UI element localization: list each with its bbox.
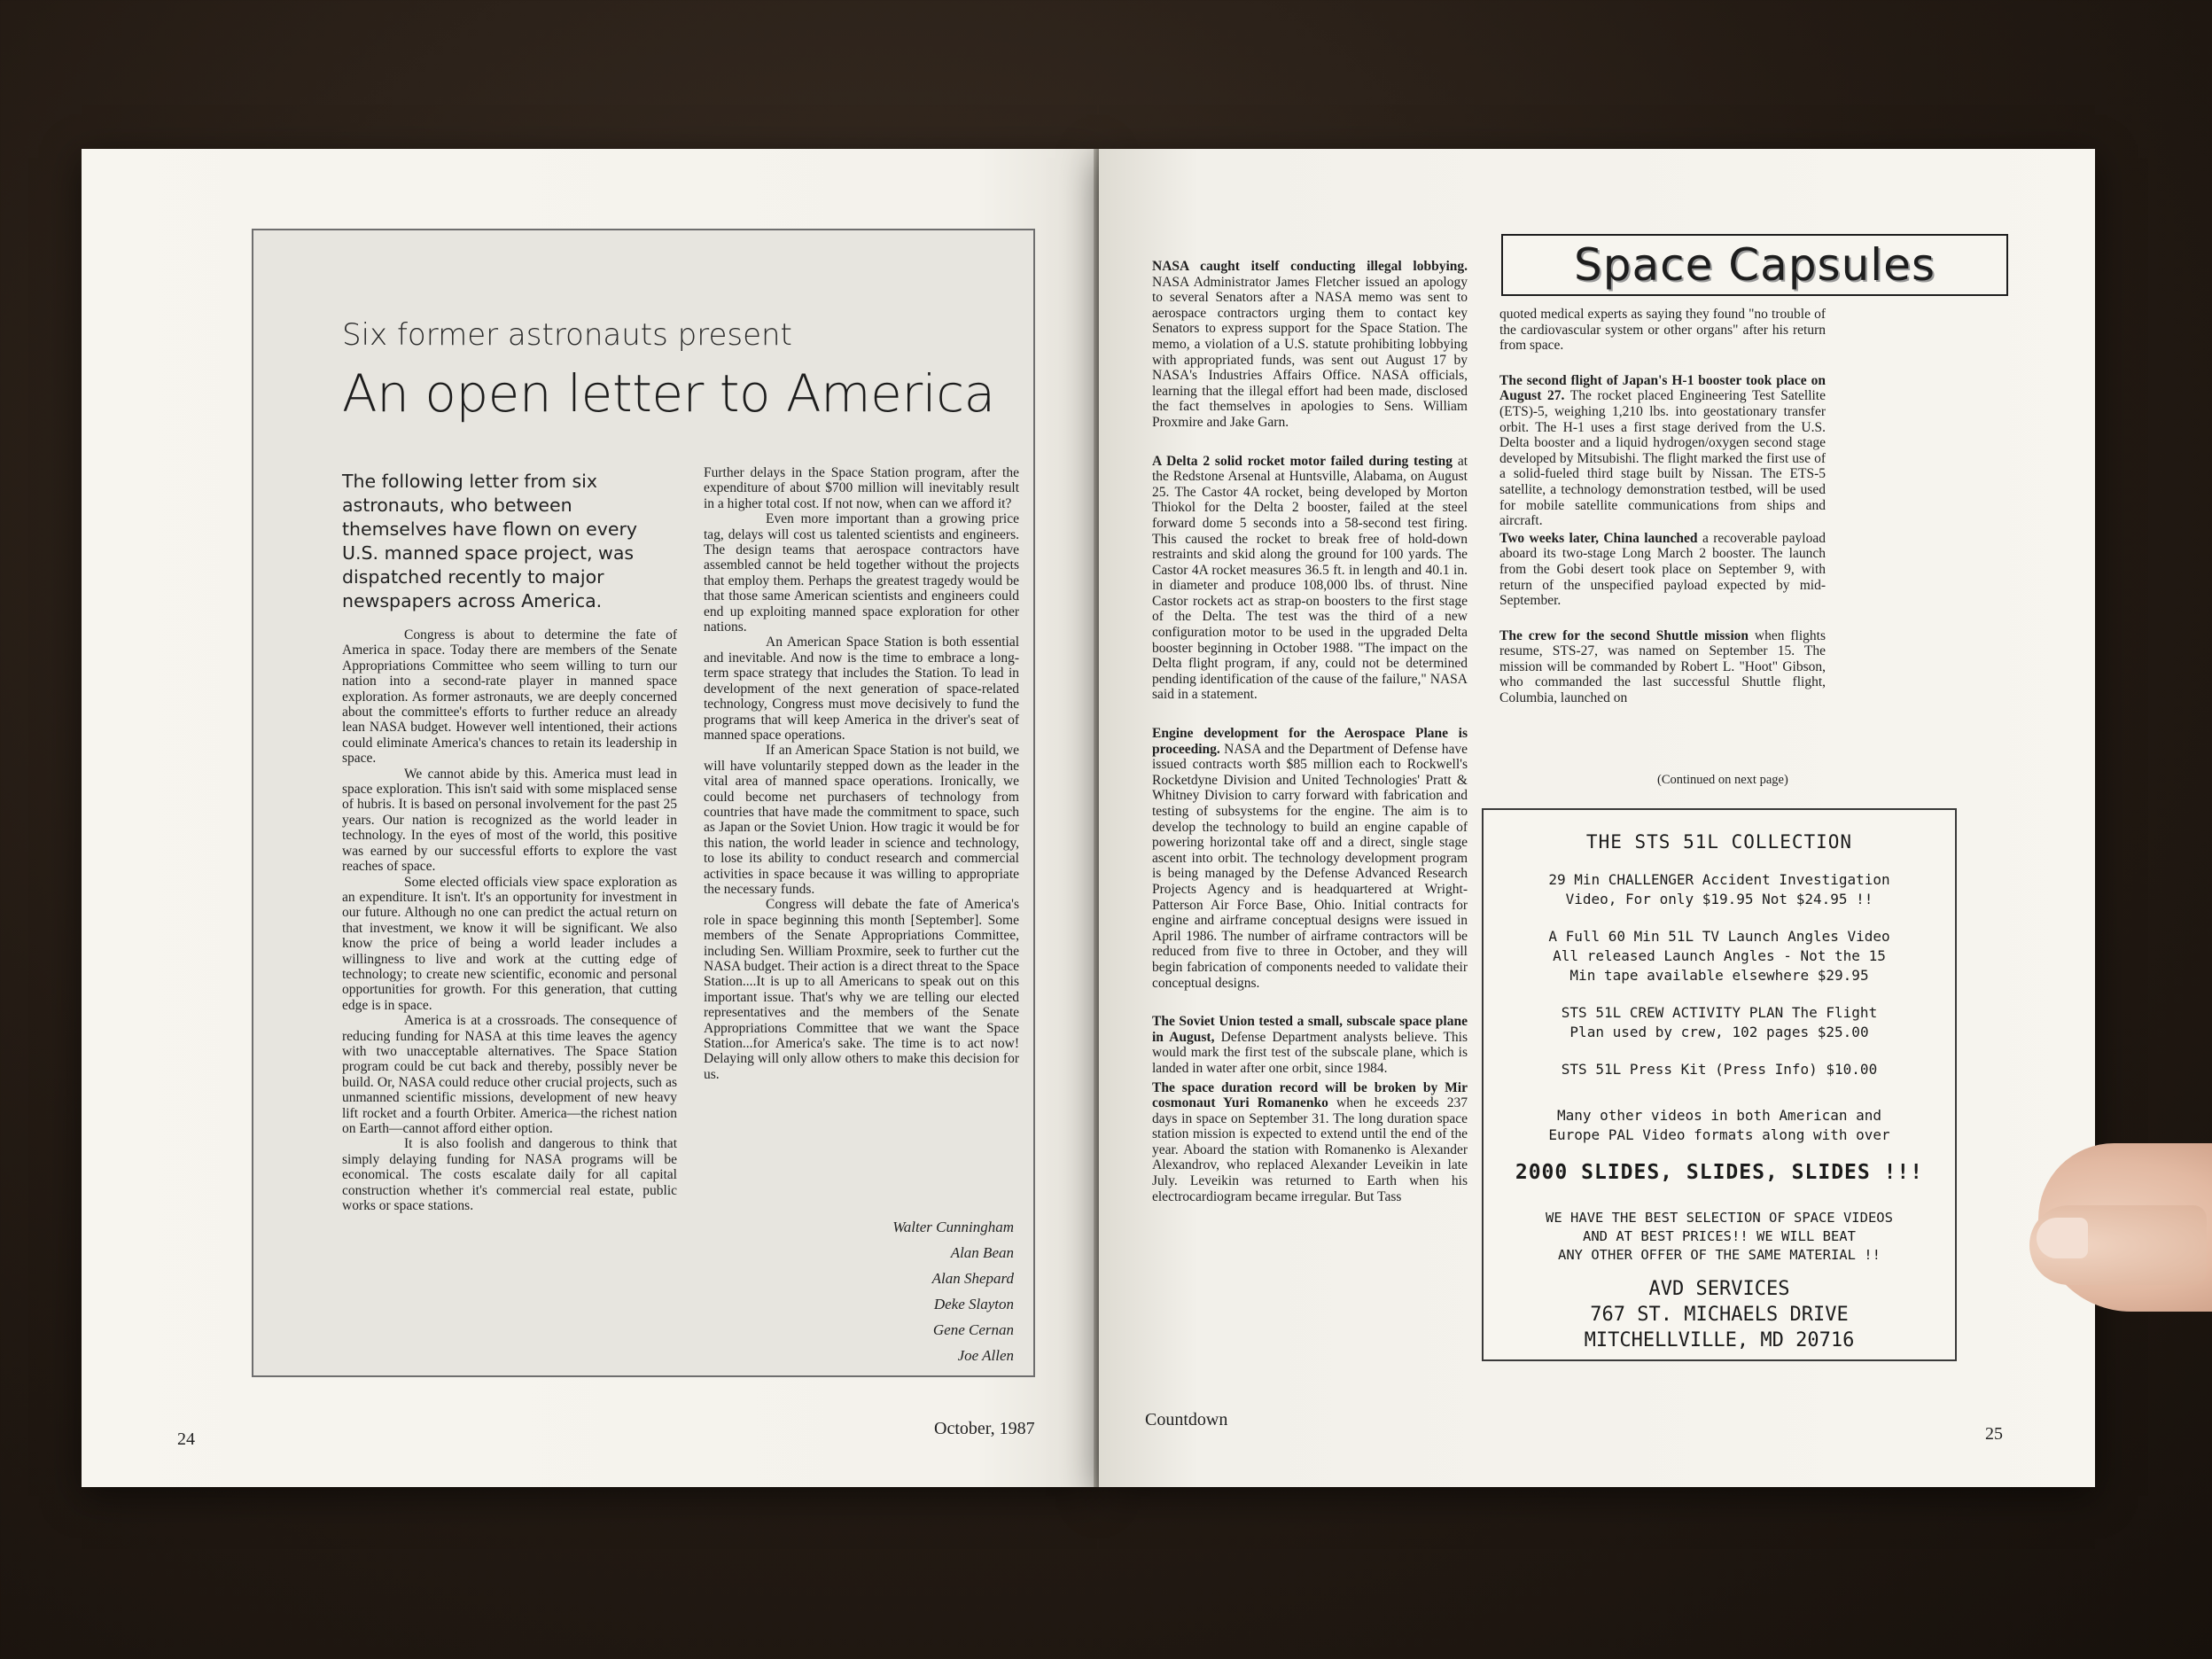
letter-paragraph: Congress is about to determine the fate of America in space. Today there are members of the Senate Appropriations Committee who seem willing to turn our nation into a second-rate player in manned space exploration. As former astronauts, we are deeply concerned about the committee's efforts to further reduce an already lean NASA budget. However well intentioned, their actions could eliminate America's chances to retain its leadership in space.	[342, 627, 677, 767]
letter-paragraph: Further delays in the Space Station program, after the expenditure of about $700 million will inevitably result in a higher total cost. If not now, when can we afford it?	[704, 465, 1019, 511]
news-body: at the Redstone Arsenal at Huntsville, Alabama, on August 25. The Castor 4A rocket, being developed by Morton Thiokol for the Delta 2 booster, failed at the steel forward dome 5 seconds into a 58-second test firing. This caused the rocket to break free of hold-down restraints and skid along the ground for 100 yards. The Castor 4A rocket measures 36.5 ft. in length and 40.1 in. in diameter and produce 108,000 lbs. of thrust. Nine Castor rockets act as strap-on boosters to the first stage of the Delta. The test was the third of a new configuration motor to be used in the upgraded Delta booster beginning in October 1988. "The impact on the Delta flight program, if any, could not be determined pending identification of the cause of the failure," NASA said in a statement.	[1152, 453, 1468, 703]
news-lead: The second flight of Japan's H-1 booster took place on August 27.	[1499, 372, 1826, 404]
signature: Gene Cernan	[932, 1321, 1014, 1338]
letter-column-2	[704, 465, 1019, 1082]
letter-paragraph: An American Space Station is both essential and inevitable. And now is the time to embrace a long-term space strategy that includes the Station. To lead in development of the next generation of space-related technology, Congress must move decisively to fund the programs that will keep America in the driver's seat of manned space operations.	[704, 635, 1019, 743]
right-page	[1099, 149, 2095, 1487]
news-column-2	[1499, 307, 1826, 729]
ad-item: 29 Min CHALLENGER Accident Investigation Video, For only $19.95 Not $24.95 !!	[1548, 871, 1890, 907]
news-body: NASA and the Department of Defense have issued contracts worth $85 million each to Rockwell's Rocketdyne Division and United Technologies' Pratt & Whitney Division to carry forward with fabrication and testing of subsystems for the engine. The aim is to develop the technology to build an engine capable of powering horizontal take off and a direct, single stage ascent into orbit. The technology development program is being managed by the Defense Advanced Research Projects Agency and is headquartered at Wright-Patterson Air Force Base, Ohio. Initial contracts for engine and airframe conceptual designs were issued in April 1986. The number of airframe contractors will be reduced from five to three in October, and they will begin fabrication of components needed to validate their conceptual designs.	[1152, 741, 1468, 991]
signature-list	[892, 1214, 1014, 1368]
news-lead: NASA caught itself conducting illegal lobbying.	[1152, 259, 1468, 274]
letter-paragraph: Some elected officials view space exploration as an expenditure. It isn't. It's an opportunity for investment in our future. Although no one can predict the actual return on that investment, we know it will be significant. We also know the price of being a world leader includes a willingness to live and work at the cutting edge of technology; to create new scientific, economic and personal opportunities for growth. For this generation, that cutting edge is in space.	[342, 874, 677, 1013]
news-body: The rocket placed Engineering Test Satellite (ETS)-5, weighing 1,210 lbs. into geostationary transfer orbit. The H-1 uses a first stage derived from the U.S. Delta booster and a liquid hydrogen/oxygen second stage developed by Mitsubishi. The flight marked the first use of a solid-fueled third stage built by Nissan. The ETS-5 satellite, a technology demonstration testbed, will be used for mobile satellite communications from ships and aircraft.	[1499, 388, 1826, 529]
news-lead: Two weeks later, China launched	[1499, 530, 1698, 546]
ad-slides-banner: 2000 SLIDES, SLIDES, SLIDES !!!	[1515, 1161, 1924, 1184]
news-item	[1499, 373, 1826, 529]
news-lead: Engine development for the Aerospace Plane is proceeding.	[1152, 726, 1468, 757]
news-lead: The crew for the second Shuttle mission	[1499, 627, 1749, 643]
news-item	[1152, 259, 1468, 431]
ad-item: STS 51L Press Kit (Press Info) $10.00	[1561, 1061, 1878, 1078]
section-title: Space Capsules	[1574, 239, 1936, 291]
news-body: a recoverable payload aboard its two-stage Long March 2 booster. The launch from the Gobi desert took place on September 9, with return of the unspecified payload expected by mid-September.	[1499, 530, 1826, 609]
letter-paragraph: Congress will debate the fate of America's role in space beginning this month [September]. Some members of the Senate Appropriations Committee, including Sen. William Proxmire, seek to further cut the NASA budget. Their action is a direct threat to the Space Station....It is up to all Americans to speak out on this important issue. That's why we are telling our elected representatives and the members of the Senate Appropriations Committee that we want the Space Station...for America's sake. The time is to act now! Delaying will only allow others to make this decision for us.	[704, 897, 1019, 1082]
letter-column-1	[342, 627, 677, 1213]
letter-paragraph: If an American Space Station is not build, we will have voluntarily stepped down as the leader in the vital area of manned space operations. Ironically, we could become net purchasers of technology from countries that have made the commitment to space, such as Japan or the Soviet Union. How tragic it would be for this nation, the world leader in science and technology, to lose its ability to conduct research and commercial activities in space because it was willing to appropriate the necessary funds.	[704, 743, 1019, 897]
news-item	[1152, 1014, 1468, 1076]
news-body: when he exceeds 237 days in space on September 31. The long duration space station mission is expected to extend until the end of the year. Aboard the station with Romanenko is Alexander Alexandrov, who replaced Alexander Leveikin in late July. Leveikin was returned to Earth when his electrocardiogram became irregular. But Tass	[1152, 1095, 1468, 1204]
page-number-right: 25	[1985, 1424, 2003, 1444]
news-body: when flights resume, STS-27, was named on September 15. The mission will be commanded by Robert L. "Hoot" Gibson, who commanded the last successful Shuttle flight, Columbia, launched on	[1499, 627, 1826, 706]
news-body: quoted medical experts as saying they found "no trouble of the cardiovascular system or other organs" after his return from space.	[1499, 307, 1826, 354]
running-title: Countdown	[1145, 1410, 1228, 1429]
letter-paragraph: We cannot abide by this. America must lead in space exploration. This isn't said with some misplaced sense of hubris. It is based on personal involvement for the past 25 years. Our nation is recognized as the world leader in technology. In the eyes of most of the world, this positive was earned by our successful efforts to explore the vast reaches of space.	[342, 766, 677, 875]
signature: Walter Cunningham	[892, 1219, 1014, 1235]
sts-51l-ad	[1482, 808, 1957, 1361]
ad-address: AVD SERVICES 767 ST. MICHAELS DRIVE MITCHELLVILLE, MD 20716	[1584, 1278, 1855, 1351]
signature: Joe Allen	[957, 1347, 1014, 1364]
signature: Alan Bean	[950, 1244, 1014, 1261]
signature: Deke Slayton	[933, 1296, 1014, 1312]
article-intro: The following letter from six astronauts, who between themselves have flown on every U.S. manned space project, was dispatched recently to major newspapers across America.	[342, 471, 638, 611]
news-item	[1499, 307, 1826, 354]
left-page	[82, 149, 1097, 1487]
article-kicker: Six former astronauts present	[342, 317, 792, 353]
signature: Alan Shepard	[931, 1270, 1014, 1287]
page-number-left: 24	[177, 1429, 195, 1449]
thumbnail	[2037, 1218, 2088, 1258]
ad-title: THE STS 51L COLLECTION	[1585, 831, 1853, 853]
news-body: Defense Department analysts believe. This would mark the first test of the subscale plane, which is landed in water after one orbit, since 1984.	[1152, 1029, 1468, 1076]
news-lead: The space duration record will be broken by Mir cosmonaut Yuri Romanenko	[1152, 1079, 1468, 1111]
open-letter-panel	[252, 229, 1035, 1377]
ad-item: A Full 60 Min 51L TV Launch Angles Video All released Launch Angles - Not the 15 Min tape available elsewhere $29.95	[1548, 928, 1890, 984]
news-item	[1152, 1080, 1468, 1205]
news-column-1	[1152, 259, 1468, 1227]
news-body: NASA Administrator James Fletcher issued an apology to several Senators after a NASA memo was sent to aerospace contractors urging them to contact key Senators to express support for the Space Station. The memo, a violation of a U.S. statute prohibiting lobbying with appropriated funds, was sent out August 17 by NASA's Industries Affairs Office. NASA officials, learning that the illegal effort had been made, disclosed the fact themselves in apologies to Sens. William Proxmire and Jake Garn.	[1152, 274, 1468, 430]
section-title-box	[1501, 234, 2008, 296]
news-item	[1499, 628, 1826, 706]
letter-paragraph: Even more important than a growing price tag, delays will cost us talented scientists and engineers. The design teams that aerospace contractors have assembled cannot be held together without the projects that employ them. Perhaps the greatest tragedy would be that those same American scientists and engineers could end up exploiting manned space exploration for other nations.	[704, 511, 1019, 635]
letter-paragraph: America is at a crossroads. The consequence of reducing funding for NASA at this time leaves the agency with two unacceptable alternatives. The Space Station program could be cut back and thereby, possibly never be build. Or, NASA could reduce other crucial projects, such as unmanned scientific missions, development of new heavy lift rocket and a fourth Orbiter. America—the richest nation on Earth—cannot afford either option.	[342, 1013, 677, 1136]
ad-offer: WE HAVE THE BEST SELECTION OF SPACE VIDEOS AND AT BEST PRICES!! WE WILL BEAT ANY OTHER OFFER OF THE SAME MATERIAL !!	[1546, 1210, 1893, 1263]
ad-item: Many other videos in both American and Europe PAL Video formats along with over	[1548, 1107, 1890, 1143]
issue-date: October, 1987	[934, 1419, 1035, 1438]
letter-paragraph: It is also foolish and dangerous to think that simply delaying funding for NASA programs will be economical. The costs escalate daily for all capital construction whether it's commercial real estate, public works or space stations.	[342, 1136, 677, 1214]
continued-note: (Continued on next page)	[1657, 773, 1788, 787]
ad-item: STS 51L CREW ACTIVITY PLAN The Flight Plan used by crew, 102 pages $25.00	[1561, 1004, 1878, 1040]
news-item	[1499, 531, 1826, 609]
article-headline: An open letter to America	[342, 363, 995, 424]
news-lead: A Delta 2 solid rocket motor failed during testing	[1152, 453, 1453, 469]
news-item	[1152, 454, 1468, 704]
news-item	[1152, 726, 1468, 991]
news-lead: The Soviet Union tested a small, subscale space plane in August,	[1152, 1014, 1468, 1045]
